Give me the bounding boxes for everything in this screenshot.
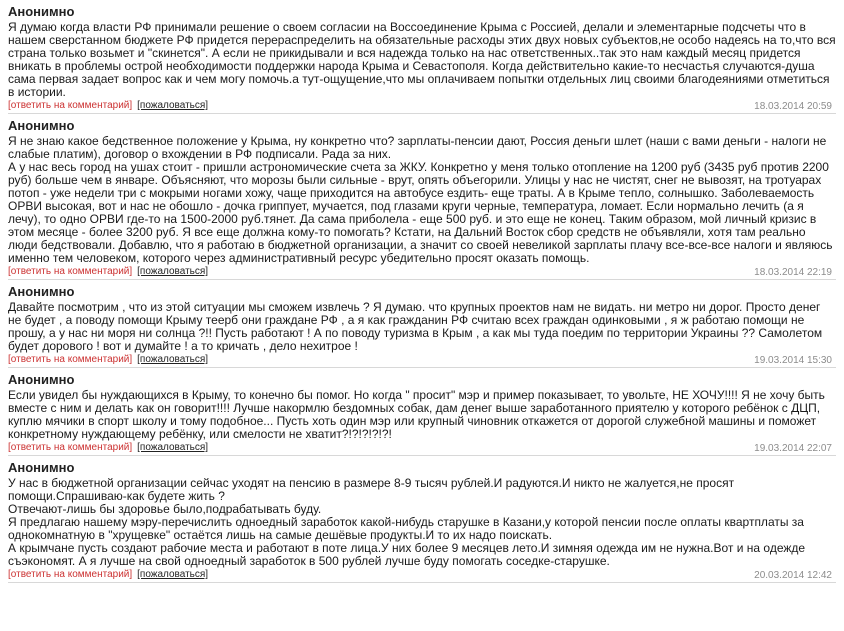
comment-text [8, 21, 836, 99]
comment [8, 368, 836, 456]
comment-paragraph: А у нас весь город на ушах стоит - пришли астрономические счета за ЖКУ. Конкретно у меня только отопление на 1200 руб (3435 руб против 2200 руб) больше чем в январе. Объясняют, что морозы были сильные - врут, опять объегорили. Улицы у нас не чистят, снег не вывозят, на тротуарах потоп - уже недели три с мокрыми ногами хожу, чаще приходится на автобусе ездить- еще траты. А в Крыме тепло, солнышко. Заболеваемость ОРВИ высокая, вот и нас не обошло - дочка гриппует, мучается, под глазами круги черные, температура, ломает. Если нормально лечить (а я лечу), то одно ОРВИ где-то на 1500-2000 руб.тянет. Да сама приболела - еще 500 руб. и это еще не конец. Таким образом, мой личный кризис в этом месяце - более 3200 руб. Я все еще должна кому-то помогать? Кстати, на Дальний Восток сбор средств не объявляли, хотя там реально люди бедствовали. Добавлю, что я работаю в бюджетной организации, а значит со своей невеликой зарплаты плачу все-все-все налоги и являюсь именно тем человеком, которого через административный ресурс убедительно просят оказать помощь. [8, 160, 833, 265]
comment-paragraph: У нас в бюджетной организации сейчас уходят на пенсию в размере 8-9 тысяч рублей.И радуются.И никто не жалуется,не просят помощи.Спрашиваю-как будете жить ? [8, 476, 735, 503]
reply-link[interactable]: [ответить на комментарий] [8, 100, 133, 111]
comment-date: 18.03.2014 22:19 [754, 267, 832, 278]
comment-author: Анонимно [8, 284, 75, 299]
comment-text [8, 389, 836, 441]
complain-link[interactable]: [пожаловаться] [137, 354, 209, 365]
comment-text [8, 477, 836, 568]
comment-text [8, 135, 836, 265]
comment-paragraph: Я думаю когда власти РФ принимали решение о своем согласии на Воссоединение Крыма с Россией, делали и элементарные подсчеты что в нашем свеpстанном бюджете РФ придется перераспределить на обязательные расходы этих двух новых субъектов,не особо надеясь на то,что вся страна только возьмет и "скинется". А если не прикидывали и вся надежда только на нас ответственных..так это нам каждый месяц придется вникать в проблемы острой необходимости поддержки народа Крыма и Севастополя. Когда действительно какие-то несчастья случаются-душа сама первая задает вопрос как и чем могу помочь.а тут-ощущение,что мы оплачиваем попытки отдельных лиц своими благодеяниями отметиться в истории. [8, 20, 836, 99]
comment-footer [8, 354, 836, 367]
comment-paragraph: Отвечают-лишь бы здоровье было,подрабатывать буду. [8, 502, 322, 516]
comment-text [8, 301, 836, 353]
comment-author: Анонимно [8, 460, 75, 475]
comment-paragraph: Давайте посмотрим , что из этой ситуации мы сможем извлечь ? Я думаю. что крупных проектов нам не видать. ни метро ни дорог. Просто денег не будет , а поводу помощи Крыму теерб они граждане РФ , а я как гражданин РФ считаю всех граждан одинковыми , я ж работаю помощи не прошу, а у нас ни моря ни солнца ?!! Пусть работают ! А по поводу туризма в Крым , а как мы туда поедим по территории Украины ?? Самолетом будет дорового ! вот и думайте ! а то кричать , дело нехитрое ! [8, 300, 823, 353]
comment [8, 456, 836, 583]
comment-footer [8, 442, 836, 455]
comment-author: Анонимно [8, 372, 75, 387]
comment-date: 19.03.2014 22:07 [754, 443, 832, 454]
comment-paragraph: Если увидел бы нуждающихся в Крыму, то конечно бы помог. Но когда " просит" мэр и пример показывает, то увольте, НЕ ХОЧУ!!!! Я не хочу быть вместе с ним и делать как он говорит!!!! Лучше накормлю бездомных собак, дам денег выше заработанного приятелю у которого ребёнок с ДЦП, куплю мячики в спорт школу и тому подобное... Пусть хоть один мэр или крупный чиновник откажется от дорогой служебной машины и поможет конкретному нуждающему ребёнку, или смелости не хватит?!?!?!?!?! [8, 388, 825, 441]
comment-paragraph: Я предлагаю нашему мэру-перечислить одноедный заработок какой-нибудь старушке в Казани,у которой пенсии после оплаты квартплаты за однокомнатную в "хрущевке" остаётся лишь на самые дешёвые продукты.И то их надо поискать. [8, 515, 804, 542]
complain-link[interactable]: [пожаловаться] [137, 442, 209, 453]
comment-footer [8, 266, 836, 279]
comment-author: Анонимно [8, 118, 75, 133]
comment [8, 0, 836, 114]
reply-link[interactable]: [ответить на комментарий] [8, 266, 133, 277]
comment [8, 114, 836, 280]
complain-link[interactable]: [пожаловаться] [137, 100, 209, 111]
comment-footer [8, 569, 836, 582]
comment-paragraph: Я не знаю какое бедственное положение у Крыма, ну конкретно что? зарплаты-пенсии дают, Россия деньги шлет (наши с вами деньги - налоги не слабые платим), договор о вхождении в РФ подписали. Рада за них. [8, 134, 827, 161]
comment [8, 280, 836, 368]
comment-date: 20.03.2014 12:42 [754, 570, 832, 581]
reply-link[interactable]: [ответить на комментарий] [8, 354, 133, 365]
reply-link[interactable]: [ответить на комментарий] [8, 442, 133, 453]
comment-date: 19.03.2014 15:30 [754, 355, 832, 366]
reply-link[interactable]: [ответить на комментарий] [8, 569, 133, 580]
complain-link[interactable]: [пожаловаться] [137, 569, 209, 580]
comment-footer [8, 100, 836, 113]
complain-link[interactable]: [пожаловаться] [137, 266, 209, 277]
comment-date: 18.03.2014 20:59 [754, 101, 832, 112]
comment-author: Анонимно [8, 4, 75, 19]
comment-paragraph: А крымчане пусть создают рабочие места и работают в поте лица.У них более 9 месяцев лето.И зимняя одежда им не нужна.Вот и на одежде съэкономят. А я лучше на свой одноедный заработок в 500 рублей лучше буду помогать соседке-старушке. [8, 541, 806, 568]
